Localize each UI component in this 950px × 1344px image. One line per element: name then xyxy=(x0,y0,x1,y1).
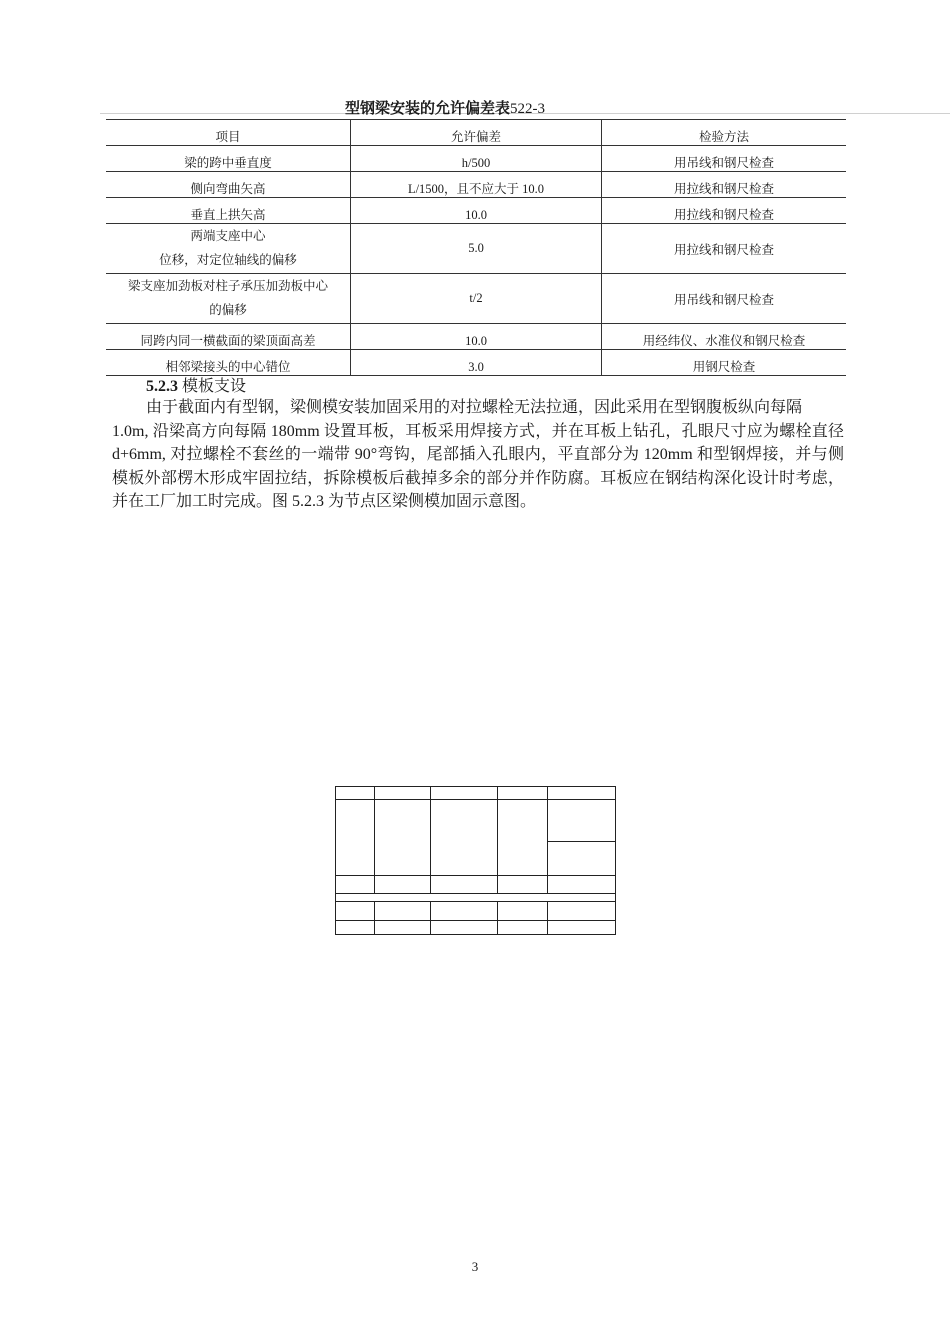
table-row xyxy=(106,324,846,350)
page-number: 3 xyxy=(471,1259,479,1274)
row-item: 同跨内同一横截面的梁顶面高差 xyxy=(106,324,351,350)
row-tolerance: t/2 xyxy=(351,274,602,324)
blank-grid-figure xyxy=(335,786,617,938)
row-method: 用拉线和钢尺检查 xyxy=(602,224,847,274)
row-item: 梁的跨中垂直度 xyxy=(106,146,351,172)
row-method: 用吊线和钢尺检查 xyxy=(602,274,847,324)
row-item xyxy=(106,224,351,274)
row-item: 侧向弯曲矢高 xyxy=(106,172,351,198)
table-row xyxy=(106,198,846,224)
row-tolerance: L/1500，且不应大于 10.0 xyxy=(351,172,602,198)
table-title-text: 型钢梁安装的允许偏差表 xyxy=(345,101,511,117)
paragraph-line1: 由于截面内有型钢，梁侧模安装加固采用的对拉螺栓无法拉通，因此采用在型钢腹板纵向每隔 xyxy=(146,399,803,416)
row-method: 用拉线和钢尺检查 xyxy=(602,172,847,198)
row-method: 用钢尺检查 xyxy=(602,350,847,376)
table-header-row xyxy=(106,120,846,146)
row-item-line1: 梁支座加劲板对柱子承压加劲板中心 xyxy=(127,279,328,293)
grid-outline xyxy=(336,787,616,935)
row-tolerance: 10.0 xyxy=(351,324,602,350)
body-paragraph xyxy=(106,396,844,514)
row-tolerance: 3.0 xyxy=(351,350,602,376)
row-method: 用吊线和钢尺检查 xyxy=(602,146,847,172)
row-item-line1: 两端支座中心 xyxy=(190,229,266,243)
section-title: 模板支设 xyxy=(182,378,247,395)
tolerance-table xyxy=(106,119,846,376)
table-row xyxy=(106,224,846,274)
header-tolerance: 允许偏差 xyxy=(351,120,602,146)
row-item xyxy=(106,274,351,324)
row-tolerance: h/500 xyxy=(351,146,602,172)
header-item: 项目 xyxy=(106,120,351,146)
row-item-line2: 位移，对定位轴线的偏移 xyxy=(159,253,297,267)
row-item-line2: 的偏移 xyxy=(209,303,247,317)
section-heading xyxy=(146,373,246,396)
table-title xyxy=(345,97,545,118)
table-row xyxy=(106,146,846,172)
table-title-number: 522-3 xyxy=(510,101,546,117)
paragraph-body: 1.0m, 沿梁高方向每隔 180mm 设置耳板，耳板采用焊接方式，并在耳板上钻孔，孔眼尺寸应为螺栓直径 d+6mm, 对拉螺栓不套丝的一端带 90°弯钩，尾部插入孔眼内，平直部分为 120mm 和型钢焊接，并与侧模板外部楞木形成牢固拉结，拆除模板后截掉多余的部分并作防腐。耳板应在钢结构深化设计时考虑，并在工厂加工时完成。图 5.2.3 为节点区梁侧模加固示意图。 xyxy=(112,422,844,510)
table-row xyxy=(106,172,846,198)
table-row xyxy=(106,274,846,324)
row-tolerance: 10.0 xyxy=(351,198,602,224)
row-item: 相邻梁接头的中心错位 xyxy=(106,350,351,376)
table-row xyxy=(106,350,846,376)
row-item: 垂直上拱矢高 xyxy=(106,198,351,224)
header-method: 检验方法 xyxy=(602,120,847,146)
row-method: 用经纬仪、水准仪和钢尺检查 xyxy=(602,324,847,350)
section-number: 5.2.3 xyxy=(146,378,178,395)
row-method: 用拉线和钢尺检查 xyxy=(602,198,847,224)
row-tolerance: 5.0 xyxy=(351,224,602,274)
